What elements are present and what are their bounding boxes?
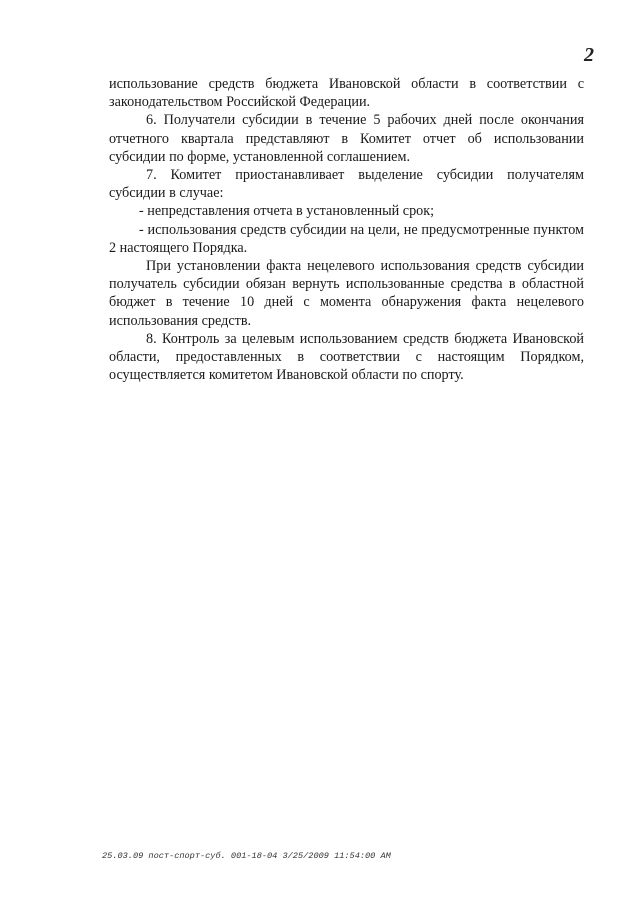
paragraph-refund: При установлении факта нецелевого использования средств субсидии получатель субсидии обязан вернуть использованные средства в областной бюджет в течение 10 дней с момента обнаружения факта нецелевого использования средств.	[109, 258, 584, 329]
paragraph-continuation: использование средств бюджета Ивановской области в соответствии с законодательством Российской Федерации.	[109, 76, 584, 111]
list-item-misuse: - использования средств субсидии на цели, не предусмотренные пунктом 2 настоящего Порядка.	[109, 221, 584, 256]
paragraph-6-report: 6. Получатели субсидии в течение 5 рабочих дней после окончания отчетного квартала представляют в Комитет отчет об использовании субсидии по форме, установленной соглашением.	[109, 112, 584, 165]
paragraph-7-suspension: 7. Комитет приостанавливает выделение субсидии получателям субсидии в случае:	[109, 167, 584, 202]
paragraph-8-control: 8. Контроль за целевым использованием средств бюджета Ивановской области, предоставленных в соответствии с настоящим Порядком, осуществляется комитетом Ивановской области по спорту.	[109, 330, 584, 384]
document-body	[109, 75, 584, 384]
list-item-no-report: - непредставления отчета в установленный срок;	[139, 203, 435, 220]
page-number: 2	[584, 44, 594, 66]
document-footer: 25.03.09 пост-спорт-суб. 001-18-04 3/25/2009 11:54:00 AM	[102, 851, 391, 861]
